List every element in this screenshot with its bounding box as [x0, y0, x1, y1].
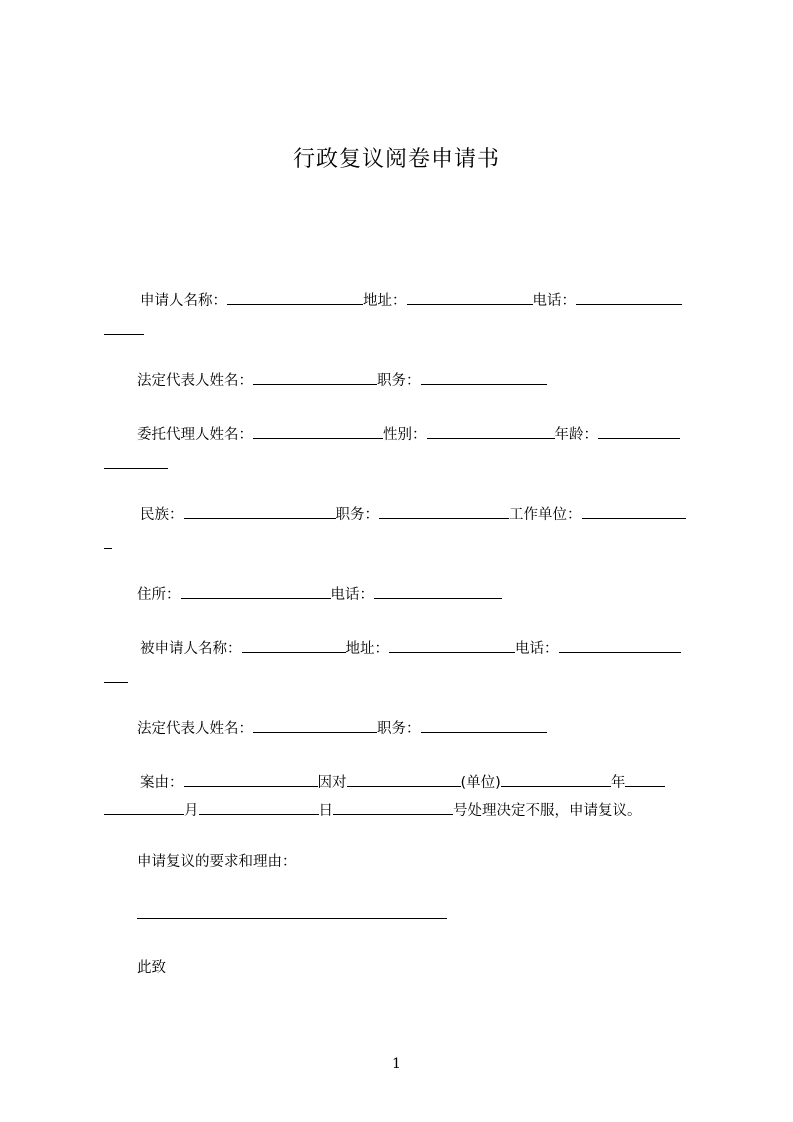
respondent-address-field[interactable]	[389, 638, 515, 653]
applicant-phone-field-cont[interactable]	[104, 320, 144, 335]
case-cause-label: 案由：	[140, 775, 184, 791]
agent-name-label: 委托代理人姓名：	[137, 427, 253, 443]
applicant-row	[140, 290, 682, 311]
case-tail-text: 号处理决定不服，申请复议。	[453, 803, 642, 819]
case-day-field[interactable]	[199, 800, 319, 815]
case-month-field[interactable]	[104, 800, 184, 815]
residence-phone-field[interactable]	[374, 584, 502, 599]
respondent-row	[140, 638, 681, 659]
legal-rep-position-field[interactable]	[421, 370, 547, 385]
applicant-address-field[interactable]	[407, 290, 533, 305]
agent-age-field-cont[interactable]	[104, 454, 168, 469]
legal-rep-2-name-label: 法定代表人姓名：	[137, 721, 253, 737]
legal-rep-name-field[interactable]	[253, 370, 377, 385]
legal-rep-2-row	[137, 718, 547, 739]
employer-field-cont[interactable]	[104, 534, 112, 549]
respondent-row-wrap	[104, 668, 128, 689]
case-number-field[interactable]	[333, 800, 453, 815]
respondent-phone-field-cont[interactable]	[104, 668, 128, 683]
agent-position-label: 职务：	[335, 507, 379, 523]
respondent-name-label: 被申请人名称：	[140, 641, 242, 657]
legal-rep-row	[137, 370, 547, 391]
agent-detail-row-wrap	[104, 534, 112, 555]
applicant-address-label: 地址：	[363, 293, 407, 309]
request-field-row	[137, 904, 447, 925]
closing-text: 此致	[137, 960, 166, 976]
legal-rep-2-name-field[interactable]	[253, 718, 377, 733]
employer-field[interactable]	[582, 504, 686, 519]
case-row-wrap	[104, 800, 642, 821]
agent-age-label: 年龄：	[554, 427, 598, 443]
legal-rep-2-position-field[interactable]	[421, 718, 547, 733]
residence-phone-label: 电话：	[330, 587, 374, 603]
case-day-label: 日	[318, 803, 333, 819]
closing-row	[137, 958, 166, 978]
residence-label: 住所：	[137, 587, 181, 603]
case-cause-field[interactable]	[184, 772, 318, 787]
agent-age-field[interactable]	[598, 424, 680, 439]
case-year-field-2[interactable]	[625, 772, 665, 787]
respondent-phone-label: 电话：	[515, 641, 559, 657]
agent-position-field[interactable]	[379, 504, 509, 519]
applicant-row-wrap	[104, 320, 144, 341]
legal-rep-name-label: 法定代表人姓名：	[137, 373, 253, 389]
page-number: 1	[392, 1056, 401, 1072]
applicant-name-label: 申请人名称：	[140, 293, 227, 309]
agent-gender-label: 性别：	[383, 427, 427, 443]
applicant-name-field[interactable]	[227, 290, 363, 305]
request-label: 申请复议的要求和理由：	[137, 854, 297, 870]
case-unit-label: (单位)	[460, 775, 501, 791]
case-month-label: 月	[184, 803, 199, 819]
request-label-row	[137, 852, 297, 872]
respondent-address-label: 地址：	[345, 641, 389, 657]
agent-name-field[interactable]	[253, 424, 383, 439]
legal-rep-2-position-label: 职务：	[377, 721, 421, 737]
agent-row-wrap	[104, 454, 168, 475]
respondent-phone-field[interactable]	[559, 638, 681, 653]
document-title: 行政复议阅卷申请书	[292, 147, 500, 172]
employer-label: 工作单位：	[509, 507, 582, 523]
case-unit-field[interactable]	[347, 772, 461, 787]
case-row	[140, 772, 665, 793]
residence-row	[137, 584, 502, 605]
ethnicity-label: 民族：	[140, 507, 184, 523]
case-due-label: 因对	[317, 775, 347, 791]
legal-rep-position-label: 职务：	[377, 373, 421, 389]
residence-field[interactable]	[181, 584, 331, 599]
respondent-name-field[interactable]	[242, 638, 346, 653]
agent-row	[137, 424, 680, 445]
request-reason-field[interactable]	[137, 904, 447, 919]
agent-gender-field[interactable]	[427, 424, 555, 439]
case-year-field[interactable]	[501, 772, 611, 787]
ethnicity-field[interactable]	[184, 504, 336, 519]
agent-detail-row	[140, 504, 686, 525]
case-year-label: 年	[610, 775, 626, 791]
applicant-phone-field[interactable]	[576, 290, 682, 305]
applicant-phone-label: 电话：	[532, 293, 576, 309]
